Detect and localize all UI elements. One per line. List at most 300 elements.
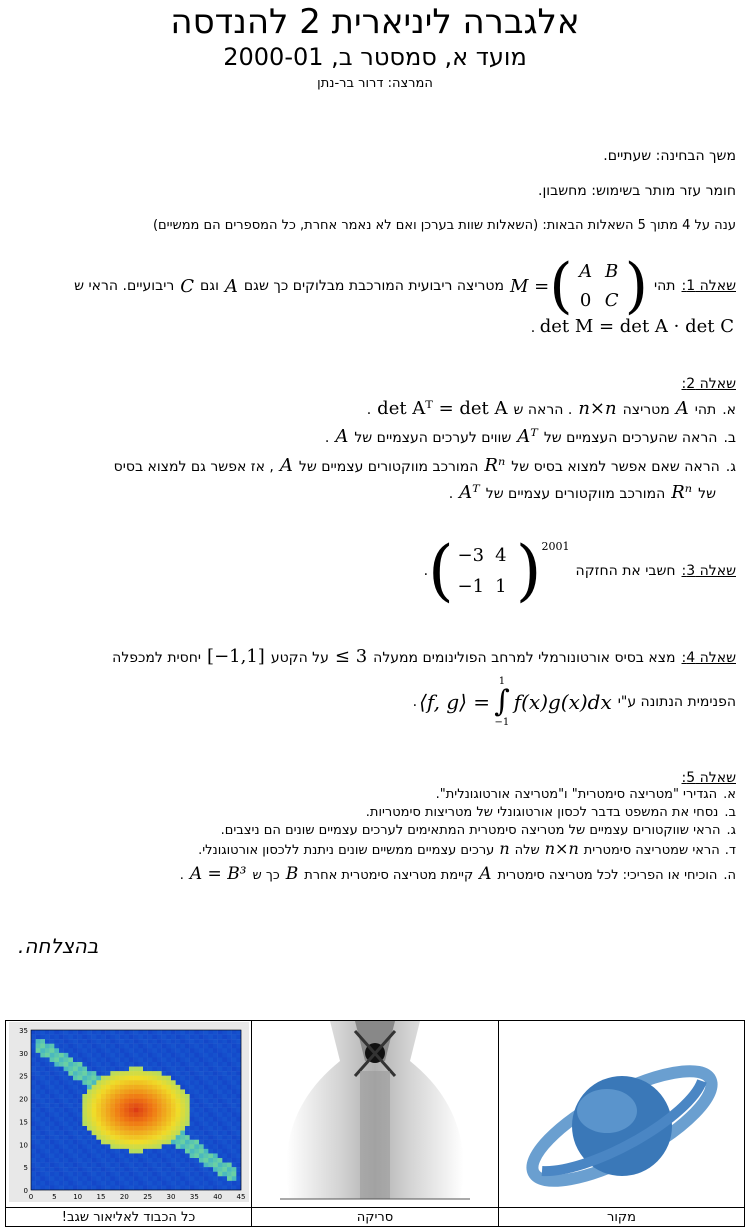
heatmap-cell-rect: [222, 1112, 227, 1117]
heatmap-cell-rect: [143, 1121, 148, 1126]
heatmap-cell-rect: [208, 1140, 213, 1145]
heatmap-cell-rect: [40, 1067, 45, 1072]
heatmap-cell-rect: [180, 1030, 185, 1035]
heatmap-cell-rect: [138, 1053, 143, 1058]
heatmap-cell-rect: [105, 1044, 110, 1049]
heatmap-cell-rect: [147, 1080, 152, 1085]
heatmap-cell-rect: [129, 1181, 134, 1186]
heatmap-cell-rect: [31, 1076, 36, 1081]
heatmap-cell-rect: [143, 1144, 148, 1149]
heatmap-cell-rect: [87, 1108, 92, 1113]
heatmap-cell-rect: [73, 1181, 78, 1186]
heatmap-cell-rect: [101, 1149, 106, 1154]
heatmap-cell-rect: [161, 1121, 166, 1126]
heatmap-cell-rect: [35, 1181, 40, 1186]
heatmap-cell-rect: [54, 1071, 59, 1076]
heatmap-cell-rect: [54, 1094, 59, 1099]
heatmap-cell-rect: [185, 1089, 190, 1094]
heatmap-cell-rect: [40, 1103, 45, 1108]
heatmap-cell-rect: [157, 1108, 162, 1113]
heatmap-cell-rect: [129, 1076, 134, 1081]
heatmap-cell-rect: [73, 1057, 78, 1062]
heatmap-cell-rect: [40, 1153, 45, 1158]
heatmap-cell-rect: [222, 1057, 227, 1062]
heatmap-cell-rect: [110, 1039, 115, 1044]
heatmap-cell-rect: [157, 1076, 162, 1081]
heatmap-cell-rect: [54, 1153, 59, 1158]
heatmap-cell-rect: [217, 1085, 222, 1090]
heatmap-cell-rect: [45, 1057, 50, 1062]
heatmap-cell-rect: [115, 1108, 120, 1113]
heatmap-cell-rect: [227, 1085, 232, 1090]
heatmap-cell-rect: [124, 1067, 129, 1072]
heatmap-cell-rect: [185, 1071, 190, 1076]
q4-interval: [−1,1]: [207, 646, 265, 667]
heatmap-cell-rect: [138, 1030, 143, 1035]
heatmap-cell-rect: [152, 1108, 157, 1113]
heatmap-cell-rect: [59, 1131, 64, 1136]
heatmap-cell-rect: [185, 1048, 190, 1053]
q4-integral: [494, 676, 510, 728]
heatmap-cell-rect: [143, 1089, 148, 1094]
heatmap-cell-rect: [31, 1149, 36, 1154]
heatmap-cell-rect: [59, 1099, 64, 1104]
heatmap-cell-rect: [63, 1185, 68, 1190]
heatmap-cell-rect: [129, 1135, 134, 1140]
heatmap-cell-rect: [189, 1176, 194, 1181]
heatmap-cell-rect: [101, 1158, 106, 1163]
heatmap-cell-rect: [203, 1117, 208, 1122]
heatmap-cell-rect: [175, 1048, 180, 1053]
heatmap-cell-rect: [124, 1126, 129, 1131]
heatmap-cell-rect: [82, 1044, 87, 1049]
heatmap-cell-rect: [87, 1149, 92, 1154]
heatmap-cell-rect: [143, 1167, 148, 1172]
q2a-t3: . הראה ש: [513, 402, 573, 418]
heatmap-cell-rect: [171, 1076, 176, 1081]
heatmap-cell-rect: [31, 1172, 36, 1177]
original-cell: [499, 1021, 745, 1208]
heatmap-cell-rect: [77, 1048, 82, 1053]
heatmap-cell-rect: [203, 1039, 208, 1044]
heatmap-cell-rect: [87, 1126, 92, 1131]
heatmap-cell-rect: [222, 1030, 227, 1035]
heatmap-cell-rect: [143, 1140, 148, 1145]
heatmap-cell-rect: [161, 1172, 166, 1177]
heatmap-cell-rect: [124, 1062, 129, 1067]
heatmap-cell-rect: [194, 1126, 199, 1131]
q4-t2: על הקטע: [270, 650, 329, 666]
heatmap-cell-rect: [49, 1163, 54, 1168]
heatmap-cell-rect: [115, 1172, 120, 1177]
heatmap-cell-rect: [119, 1067, 124, 1072]
heatmap-cell-rect: [189, 1030, 194, 1035]
heatmap-cell-rect: [208, 1048, 213, 1053]
heatmap-cell-rect: [222, 1099, 227, 1104]
heatmap-cell-rect: [49, 1112, 54, 1117]
heatmap-cell-rect: [236, 1163, 241, 1168]
heatmap-cell-rect: [115, 1163, 120, 1168]
heatmap-cell-rect: [87, 1057, 92, 1062]
heatmap-cell-rect: [171, 1149, 176, 1154]
heatmap-cell-rect: [59, 1071, 64, 1076]
heatmap-cell-rect: [147, 1185, 152, 1190]
heatmap-cell-rect: [59, 1094, 64, 1099]
heatmap-cell-rect: [45, 1126, 50, 1131]
heatmap-cell-rect: [227, 1108, 232, 1113]
heatmap-cell-rect: [54, 1067, 59, 1072]
q4-t4: הפנימית הנתונה ע"י: [617, 694, 736, 710]
heatmap-cell-rect: [152, 1062, 157, 1067]
heatmap-cell-rect: [138, 1076, 143, 1081]
heatmap-cell-rect: [208, 1103, 213, 1108]
heatmap-cell-rect: [115, 1140, 120, 1145]
heatmap-cell-rect: [110, 1172, 115, 1177]
q1-m12: B: [604, 261, 619, 282]
heatmap-cell-rect: [124, 1048, 129, 1053]
heatmap-cell-rect: [161, 1185, 166, 1190]
heatmap-cell-rect: [171, 1117, 176, 1122]
heatmap-cell-rect: [68, 1103, 73, 1108]
heatmap-cell-rect: [91, 1163, 96, 1168]
heatmap-cell-rect: [152, 1085, 157, 1090]
heatmap-cell-rect: [199, 1126, 204, 1131]
heatmap-cell-rect: [161, 1163, 166, 1168]
heatmap-cell-rect: [194, 1135, 199, 1140]
heatmap-cell-rect: [54, 1126, 59, 1131]
heatmap-cell-rect: [189, 1149, 194, 1154]
heatmap-cell-rect: [208, 1121, 213, 1126]
heatmap-cell-rect: [124, 1181, 129, 1186]
heatmap-cell-rect: [236, 1112, 241, 1117]
heatmap-cell-rect: [35, 1044, 40, 1049]
heatmap-cell-rect: [152, 1053, 157, 1058]
heatmap-cell-rect: [133, 1048, 138, 1053]
heatmap-cell-rect: [49, 1035, 54, 1040]
heatmap-cell-rect: [189, 1080, 194, 1085]
heatmap-cell-rect: [110, 1158, 115, 1163]
heatmap-cell-rect: [68, 1085, 73, 1090]
heatmap-cell-rect: [129, 1048, 134, 1053]
heatmap-cell-rect: [40, 1149, 45, 1154]
heatmap-cell-rect: [166, 1103, 171, 1108]
heatmap-cell-rect: [138, 1153, 143, 1158]
heatmap-cell-rect: [138, 1080, 143, 1085]
heatmap-cell-rect: [82, 1030, 87, 1035]
heatmap-cell-rect: [222, 1071, 227, 1076]
q2-part-b: [325, 426, 736, 447]
heatmap-cell-rect: [157, 1149, 162, 1154]
heatmap-cell-rect: [236, 1135, 241, 1140]
heatmap-cell-rect: [147, 1030, 152, 1035]
heatmap-cell-rect: [152, 1181, 157, 1186]
heatmap-cell-rect: [129, 1094, 134, 1099]
q3-label: שאלה 3:: [681, 563, 736, 579]
heatmap-cell-rect: [236, 1176, 241, 1181]
caption-heatmap: כל הכבוד לאליאור שגב!: [6, 1208, 252, 1227]
heatmap-cell-rect: [40, 1172, 45, 1177]
heatmap-cell-rect: [180, 1071, 185, 1076]
heatmap-cell-rect: [185, 1126, 190, 1131]
heatmap-cell-rect: [147, 1053, 152, 1058]
heatmap-cell-rect: [175, 1080, 180, 1085]
heatmap-cell-rect: [152, 1185, 157, 1190]
heatmap-cell-rect: [73, 1053, 78, 1058]
heatmap-cell-rect: [54, 1144, 59, 1149]
q5e-formula: A = B³: [189, 864, 247, 884]
heatmap-cell-rect: [166, 1030, 171, 1035]
heatmap-cell-rect: [31, 1071, 36, 1076]
heatmap-cell-rect: [138, 1044, 143, 1049]
x-tick-label: 20: [119, 1193, 129, 1201]
heatmap-cell-rect: [96, 1108, 101, 1113]
heatmap-cell-rect: [180, 1103, 185, 1108]
heatmap-cell-rect: [91, 1048, 96, 1053]
heatmap-cell-rect: [40, 1035, 45, 1040]
heatmap-cell-rect: [110, 1181, 115, 1186]
heatmap-cell-rect: [115, 1135, 120, 1140]
heatmap-cell-rect: [31, 1167, 36, 1172]
heatmap-cell-rect: [236, 1140, 241, 1145]
heatmap-cell-rect: [119, 1103, 124, 1108]
heatmap-cell-rect: [49, 1144, 54, 1149]
heatmap-cell-rect: [208, 1181, 213, 1186]
heatmap-cell-rect: [54, 1048, 59, 1053]
heatmap-cell-rect: [105, 1067, 110, 1072]
heatmap-cell-rect: [231, 1126, 236, 1131]
heatmap-cell-rect: [143, 1071, 148, 1076]
heatmap-cell-rect: [161, 1094, 166, 1099]
heatmap-cell-rect: [129, 1085, 134, 1090]
heatmap-cell-rect: [194, 1085, 199, 1090]
heatmap-cell-rect: [189, 1167, 194, 1172]
heatmap-cell-rect: [175, 1089, 180, 1094]
heatmap-cell-rect: [49, 1085, 54, 1090]
heatmap-cell-rect: [180, 1085, 185, 1090]
heatmap-cell-rect: [115, 1057, 120, 1062]
heatmap-cell-rect: [115, 1094, 120, 1099]
q1-m-eq: M =: [509, 275, 550, 297]
heatmap-cell-rect: [115, 1062, 120, 1067]
heatmap-cell-rect: [124, 1172, 129, 1177]
heatmap-cell-rect: [236, 1089, 241, 1094]
heatmap-cell-rect: [31, 1108, 36, 1113]
heatmap-cell-rect: [180, 1112, 185, 1117]
heatmap-cell-rect: [133, 1057, 138, 1062]
heatmap-cell-rect: [110, 1099, 115, 1104]
heatmap-cell-rect: [166, 1076, 171, 1081]
heatmap-cell-rect: [31, 1135, 36, 1140]
heatmap-cell-rect: [40, 1144, 45, 1149]
heatmap-cell-rect: [110, 1103, 115, 1108]
heatmap-cell-rect: [101, 1126, 106, 1131]
heatmap-cell-rect: [119, 1089, 124, 1094]
heatmap-cell-rect: [40, 1071, 45, 1076]
heatmap-cell-rect: [171, 1108, 176, 1113]
heatmap-cell-rect: [152, 1144, 157, 1149]
heatmap-cell-rect: [115, 1030, 120, 1035]
heatmap-cell-rect: [175, 1149, 180, 1154]
heatmap-cell-rect: [35, 1176, 40, 1181]
heatmap-cell-rect: [119, 1039, 124, 1044]
heatmap-cell-rect: [49, 1057, 54, 1062]
heatmap-cell-rect: [119, 1167, 124, 1172]
heatmap-cell-rect: [82, 1131, 87, 1136]
heatmap-cell-rect: [203, 1103, 208, 1108]
heatmap-cell-rect: [49, 1131, 54, 1136]
heatmap-cell-rect: [54, 1167, 59, 1172]
heatmap-cell-rect: [180, 1181, 185, 1186]
heatmap-cell-rect: [231, 1076, 236, 1081]
heatmap-cell-rect: [217, 1135, 222, 1140]
heatmap-cell-rect: [185, 1030, 190, 1035]
heatmap-cell-rect: [143, 1035, 148, 1040]
heatmap-cell-rect: [31, 1030, 36, 1035]
heatmap-cell-rect: [101, 1144, 106, 1149]
heatmap-cell-rect: [68, 1067, 73, 1072]
q5d-marker: ד.: [724, 843, 736, 858]
heatmap-cell-rect: [180, 1131, 185, 1136]
heatmap-cell-rect: [82, 1067, 87, 1072]
heatmap-cell-rect: [133, 1053, 138, 1058]
heatmap-cell-rect: [73, 1071, 78, 1076]
heatmap-cell-rect: [180, 1057, 185, 1062]
heatmap-cell-rect: [101, 1080, 106, 1085]
heatmap-cell-rect: [68, 1140, 73, 1145]
heatmap-cell-rect: [199, 1076, 204, 1081]
heatmap-cell-rect: [124, 1094, 129, 1099]
heatmap-cell-rect: [217, 1140, 222, 1145]
heatmap-cell-rect: [68, 1094, 73, 1099]
heatmap-cell-rect: [213, 1185, 218, 1190]
heatmap-cell-rect: [91, 1099, 96, 1104]
heatmap-cell-rect: [63, 1030, 68, 1035]
heatmap-cell-rect: [68, 1158, 73, 1163]
heatmap-cell-rect: [203, 1167, 208, 1172]
q1-matrix-expr: [509, 251, 649, 321]
heatmap-cell-rect: [91, 1035, 96, 1040]
q1-m21: 0: [579, 290, 592, 311]
heatmap-cell-rect: [166, 1153, 171, 1158]
heatmap-cell-rect: [31, 1035, 36, 1040]
heatmap-cell-rect: [171, 1140, 176, 1145]
heatmap-cell-rect: [115, 1067, 120, 1072]
heatmap-cell-rect: [208, 1158, 213, 1163]
heatmap-cell-rect: [105, 1163, 110, 1168]
heatmap-cell-rect: [231, 1172, 236, 1177]
heatmap-cell-rect: [161, 1108, 166, 1113]
heatmap-cell-rect: [91, 1140, 96, 1145]
heatmap-cell-rect: [96, 1131, 101, 1136]
heatmap-cell-rect: [54, 1076, 59, 1081]
heatmap-cell-rect: [227, 1135, 232, 1140]
heatmap-cell-rect: [110, 1044, 115, 1049]
heatmap-cell-rect: [45, 1117, 50, 1122]
heatmap-cell-rect: [124, 1099, 129, 1104]
heatmap-cell-rect: [105, 1185, 110, 1190]
heatmap-cell-rect: [124, 1030, 129, 1035]
heatmap-cell-rect: [171, 1126, 176, 1131]
heatmap-cell-rect: [59, 1158, 64, 1163]
heatmap-cell-rect: [73, 1103, 78, 1108]
heatmap-cell-rect: [68, 1172, 73, 1177]
heatmap-cell-rect: [77, 1076, 82, 1081]
heatmap-cell-rect: [161, 1140, 166, 1145]
heatmap-cell-rect: [203, 1035, 208, 1040]
heatmap-cell-rect: [180, 1044, 185, 1049]
heatmap-cell-rect: [199, 1172, 204, 1177]
heatmap-cell-rect: [40, 1089, 45, 1094]
heatmap-cell-rect: [199, 1067, 204, 1072]
heatmap-cell-rect: [124, 1035, 129, 1040]
heatmap-cell-rect: [171, 1039, 176, 1044]
heatmap-cell-rect: [110, 1176, 115, 1181]
heatmap-cell-rect: [105, 1108, 110, 1113]
heatmap-cell-rect: [199, 1053, 204, 1058]
heatmap-cell-rect: [119, 1112, 124, 1117]
q1-matrix: [573, 261, 625, 311]
heatmap-cell-rect: [133, 1067, 138, 1072]
heatmap-cell-rect: [129, 1108, 134, 1113]
heatmap-cell-rect: [87, 1144, 92, 1149]
heatmap-cell-rect: [105, 1140, 110, 1145]
heatmap-cell-rect: [222, 1062, 227, 1067]
heatmap-cell-rect: [231, 1039, 236, 1044]
heatmap-cell-rect: [87, 1053, 92, 1058]
q5c-text: הראי שווקטורים עצמיים של מטריצה סימטרית המתאימים לערכים עצמיים שונים הם ניצבים.: [220, 823, 721, 838]
heatmap-cell-rect: [147, 1149, 152, 1154]
heatmap-cell-rect: [49, 1048, 54, 1053]
heatmap-cell-rect: [87, 1135, 92, 1140]
heatmap-cell-rect: [133, 1131, 138, 1136]
heatmap-cell-rect: [171, 1185, 176, 1190]
heatmap-cell-rect: [115, 1121, 120, 1126]
heatmap-cell-rect: [68, 1149, 73, 1154]
heatmap-cell-rect: [101, 1121, 106, 1126]
heatmap-cell-rect: [82, 1140, 87, 1145]
q2b-marker: ב.: [723, 430, 736, 446]
heatmap-cell-rect: [194, 1103, 199, 1108]
heatmap-cell-rect: [110, 1085, 115, 1090]
heatmap-cell-rect: [129, 1140, 134, 1145]
heatmap-cell-rect: [105, 1117, 110, 1122]
heatmap-cell-rect: [96, 1126, 101, 1131]
heatmap-cell-rect: [175, 1067, 180, 1072]
heatmap-cell-rect: [68, 1057, 73, 1062]
heatmap-cell-rect: [231, 1144, 236, 1149]
heatmap-cell-rect: [101, 1167, 106, 1172]
heatmap-cell-rect: [54, 1103, 59, 1108]
heatmap-cell-rect: [171, 1135, 176, 1140]
q1-m22: C: [604, 290, 619, 311]
y-tick-label: 0: [23, 1187, 28, 1195]
x-tick-label: 25: [142, 1193, 152, 1201]
heatmap-cell-rect: [185, 1094, 190, 1099]
heatmap-cell-rect: [40, 1076, 45, 1081]
heatmap-cell-rect: [180, 1135, 185, 1140]
heatmap-cell-rect: [143, 1181, 148, 1186]
heatmap-cell-rect: [217, 1149, 222, 1154]
heatmap-cell-rect: [194, 1112, 199, 1117]
heatmap-cell-rect: [199, 1080, 204, 1085]
heatmap-cell-rect: [227, 1071, 232, 1076]
heatmap-cell-rect: [236, 1149, 241, 1154]
heatmap-cell-rect: [31, 1121, 36, 1126]
heatmap-cell-rect: [63, 1089, 68, 1094]
heatmap-cell-rect: [96, 1030, 101, 1035]
heatmap-cell-rect: [227, 1057, 232, 1062]
heatmap-cell-rect: [129, 1103, 134, 1108]
